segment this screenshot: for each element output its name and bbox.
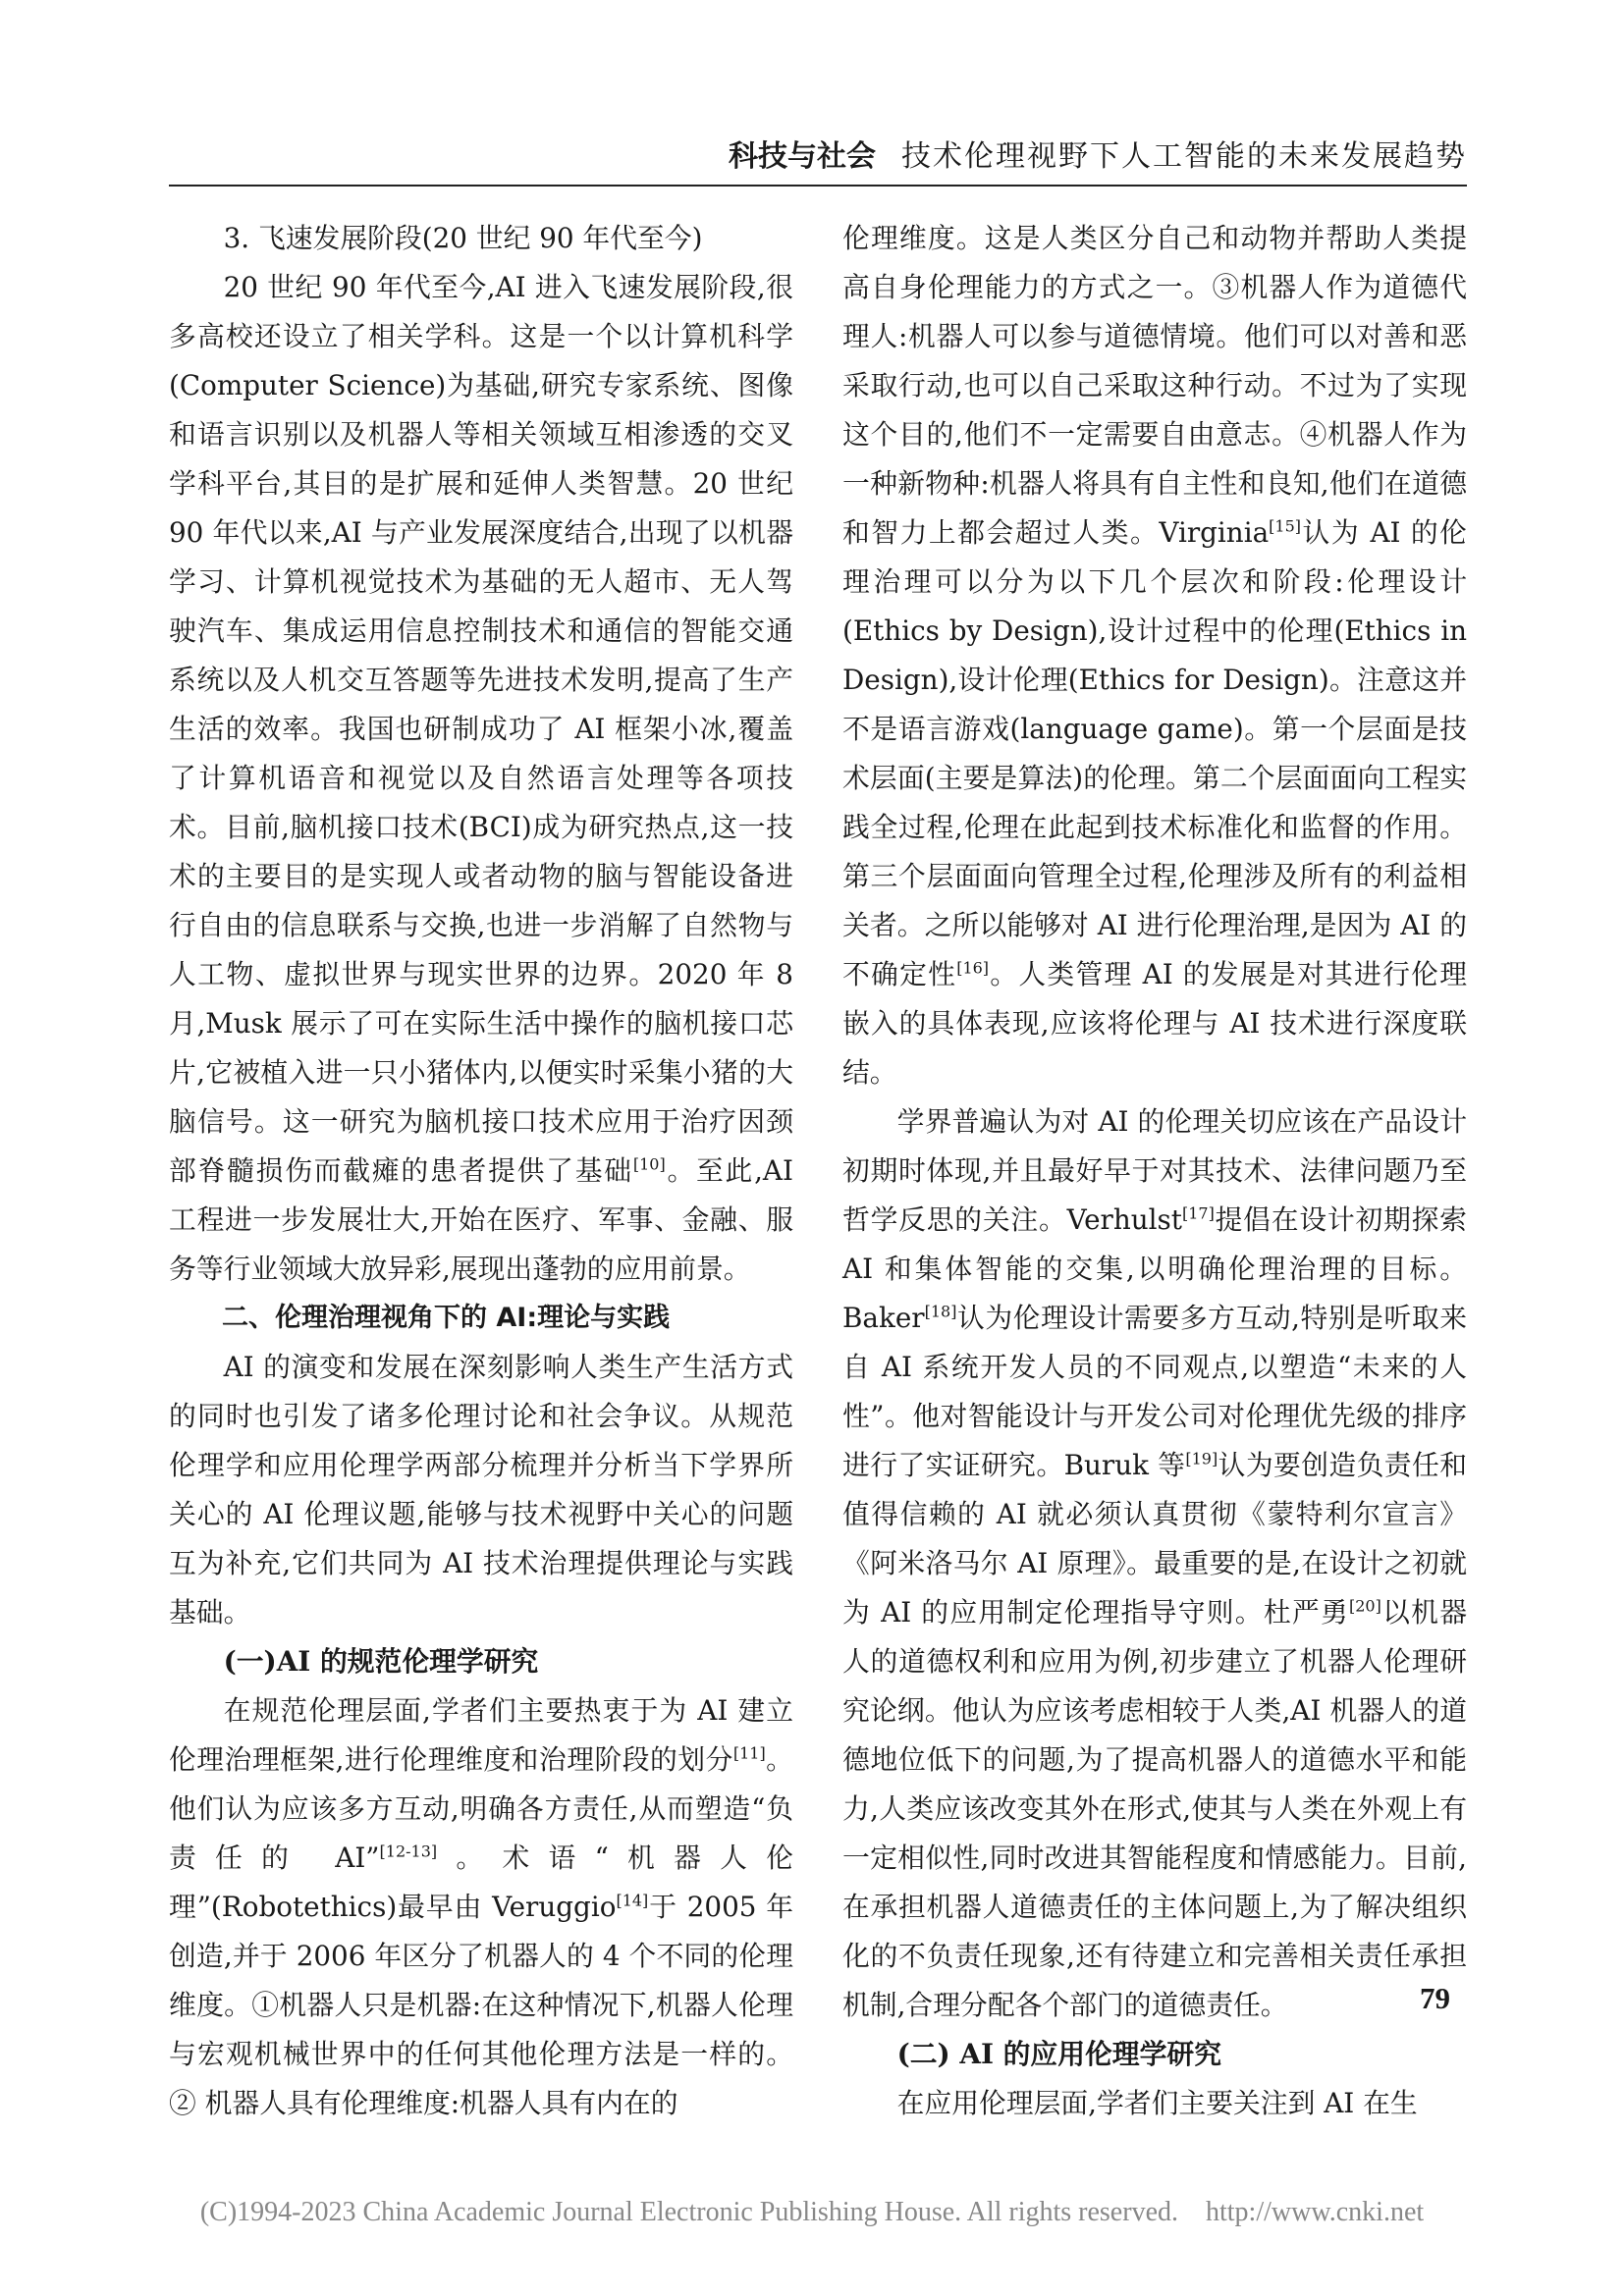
paragraph: 在规范伦理层面,学者们主要热衷于为 AI 建立伦理治理框架,进行伦理维度和治理阶段的划分[11]。他们认为应该多方互动,明确各方责任,从而塑造“负责任的 AI”[12-13]。术语“机器人伦理”(Robotethics)最早由 Veruggio[14]于 2005 年创造,并于 2006 年区分了机器人的 4 个不同的伦理维度。①机器人只是机器:在这种情况下,机器人伦理与宏观机械世界中的任何其他伦理方法是一样的。② 机器人具有伦理维度:机器人具有内在的	[169, 1694, 793, 2119]
citation: [12-13]	[379, 1842, 438, 1861]
footer-url[interactable]: http://www.cnki.net	[1206, 2197, 1425, 2227]
citation: [11]	[732, 1743, 766, 1763]
subsection-heading-3: 3. 飞速发展阶段(20 世纪 90 年代至今)	[223, 222, 703, 254]
citation: [14]	[616, 1891, 649, 1910]
paragraph: 在应用伦理层面,学者们主要关注到 AI 在生	[896, 2087, 1418, 2119]
section-heading-2: 二、伦理治理视角下的 AI:理论与实践	[222, 1303, 671, 1333]
citation: [19]	[1185, 1449, 1218, 1468]
right-column	[842, 214, 1467, 2128]
subsection-heading-2: (二) AI 的应用伦理学研究	[896, 2038, 1221, 2070]
paragraph: AI 的演变和发展在深刻影响人类生产生活方式的同时也引发了诸多伦理讨论和社会争议。从规范伦理学和应用伦理学两部分梳理并分析当下学界所关心的 AI 伦理议题,能够与技术视野中关心的问题互为补充,它们共同为 AI 技术治理提供理论与实践基础。	[169, 1351, 793, 1629]
header-title: 技术伦理视野下人工智能的未来发展趋势	[901, 139, 1467, 174]
running-header	[169, 126, 1467, 187]
citation: [18]	[924, 1302, 957, 1321]
paragraph: 学界普遍认为对 AI 的伦理关切应该在产品设计初期时体现,并且最好早于对其技术、法律问题乃至哲学反思的关注。Verhulst[17]提倡在设计初期探索 AI 和集体智能的交集,以明确伦理治理的目标。Baker[18]认为伦理设计需要多方互动,特别是听取来自 AI 系统开发人员的不同观点,以塑造“未来的人性”。他对智能设计与开发公司对伦理优先级的排序进行了实证研究。Buruk 等[19]认为要创造负责任和值得信赖的 AI 就必须认真贯彻《蒙特利尔宣言》《阿米洛马尔 AI 原理》。最重要的是,在设计之初就为 AI 的应用制定伦理指导守则。杜严勇[20]以机器人的道德权利和应用为例,初步建立了机器人伦理研究论纲。他认为应该考虑相较于人类,AI 机器人的道德地位低下的问题,为了提高机器人的道德水平和能力,人类应该改变其外在形式,使其与人类在外观上有一定相似性,同时改进其智能程度和情感能力。目前,在承担机器人道德责任的主体问题上,为了解决组织化的不负责任现象,还有待建立和完善相关责任承担机制,合理分配各个部门的道德责任。	[842, 1105, 1467, 2021]
header-text	[729, 132, 1467, 175]
subsection-heading-1: (一)AI 的规范伦理学研究	[223, 1645, 539, 1678]
citation: [15]	[1269, 516, 1302, 536]
paragraph: 20 世纪 90 年代至今,AI 进入飞速发展阶段,很多高校还设立了相关学科。这是一个以计算机科学(Computer Science)为基础,研究专家系统、图像和语言识别以及机器人等相关领域互相渗透的交叉学科平台,其目的是扩展和延伸人类智慧。20 世纪 90 年代以来,AI 与产业发展深度结合,出现了以机器学习、计算机视觉技术为基础的无人超市、无人驾驶汽车、集成运用信息控制技术和通信的智能交通系统以及人机交互答题等先进技术发明,提高了生产生活的效率。我国也研制成功了 AI 框架小冰,覆盖了计算机语音和视觉以及自然语言处理等各项技术。目前,脑机接口技术(BCI)成为研究热点,这一技术的主要目的是实现人或者动物的脑与智能设备进行自由的信息联系与交换,也进一步消解了自然物与人工物、虚拟世界与现实世界的边界。2020 年 8 月,Musk 展示了可在实际生活中操作的脑机接口芯片,它被植入进一只小猪体内,以便实时采集小猪的大脑信号。这一研究为脑机接口技术应用于治疗因颈部脊髓损伤而截瘫的患者提供了基础[10]。至此,AI 工程进一步发展壮大,开始在医疗、军事、金融、服务等行业领域大放异彩,展现出蓬勃的应用前景。	[169, 271, 793, 1285]
citation: [16]	[956, 958, 990, 978]
header-section: 科技与社会	[729, 139, 876, 174]
citation: [10]	[632, 1154, 666, 1174]
copyright-footer	[0, 2197, 1624, 2228]
copyright-text: (C)1994-2023 China Academic Journal Electronic Publishing House. All rights reserved.	[199, 2197, 1178, 2227]
paragraph: 伦理维度。这是人类区分自己和动物并帮助人类提高自身伦理能力的方式之一。③机器人作为道德代理人:机器人可以参与道德情境。他们可以对善和恶采取行动,也可以自己采取这种行动。不过为了实现这个目的,他们不一定需要自由意志。④机器人作为一种新物种:机器人将具有自主性和良知,他们在道德和智力上都会超过人类。Virginia[15]认为 AI 的伦理治理可以分为以下几个层次和阶段:伦理设计(Ethics by Design),设计过程中的伦理(Ethics in Design),设计伦理(Ethics for Design)。注意这并不是语言游戏(language game)。第一个层面是技术层面(主要是算法)的伦理。第二个层面面向工程实践全过程,伦理在此起到技术标准化和监督的作用。第三个层面面向管理全过程,伦理涉及所有的利益相关者。之所以能够对 AI 进行伦理治理,是因为 AI 的不确定性[16]。人类管理 AI 的发展是对其进行伦理嵌入的具体表现,应该将伦理与 AI 技术进行深度联结。	[842, 222, 1467, 1089]
citation: [17]	[1181, 1203, 1215, 1223]
left-column	[169, 214, 793, 2128]
page-number: 79	[1420, 1981, 1450, 2015]
citation: [20]	[1349, 1596, 1381, 1616]
